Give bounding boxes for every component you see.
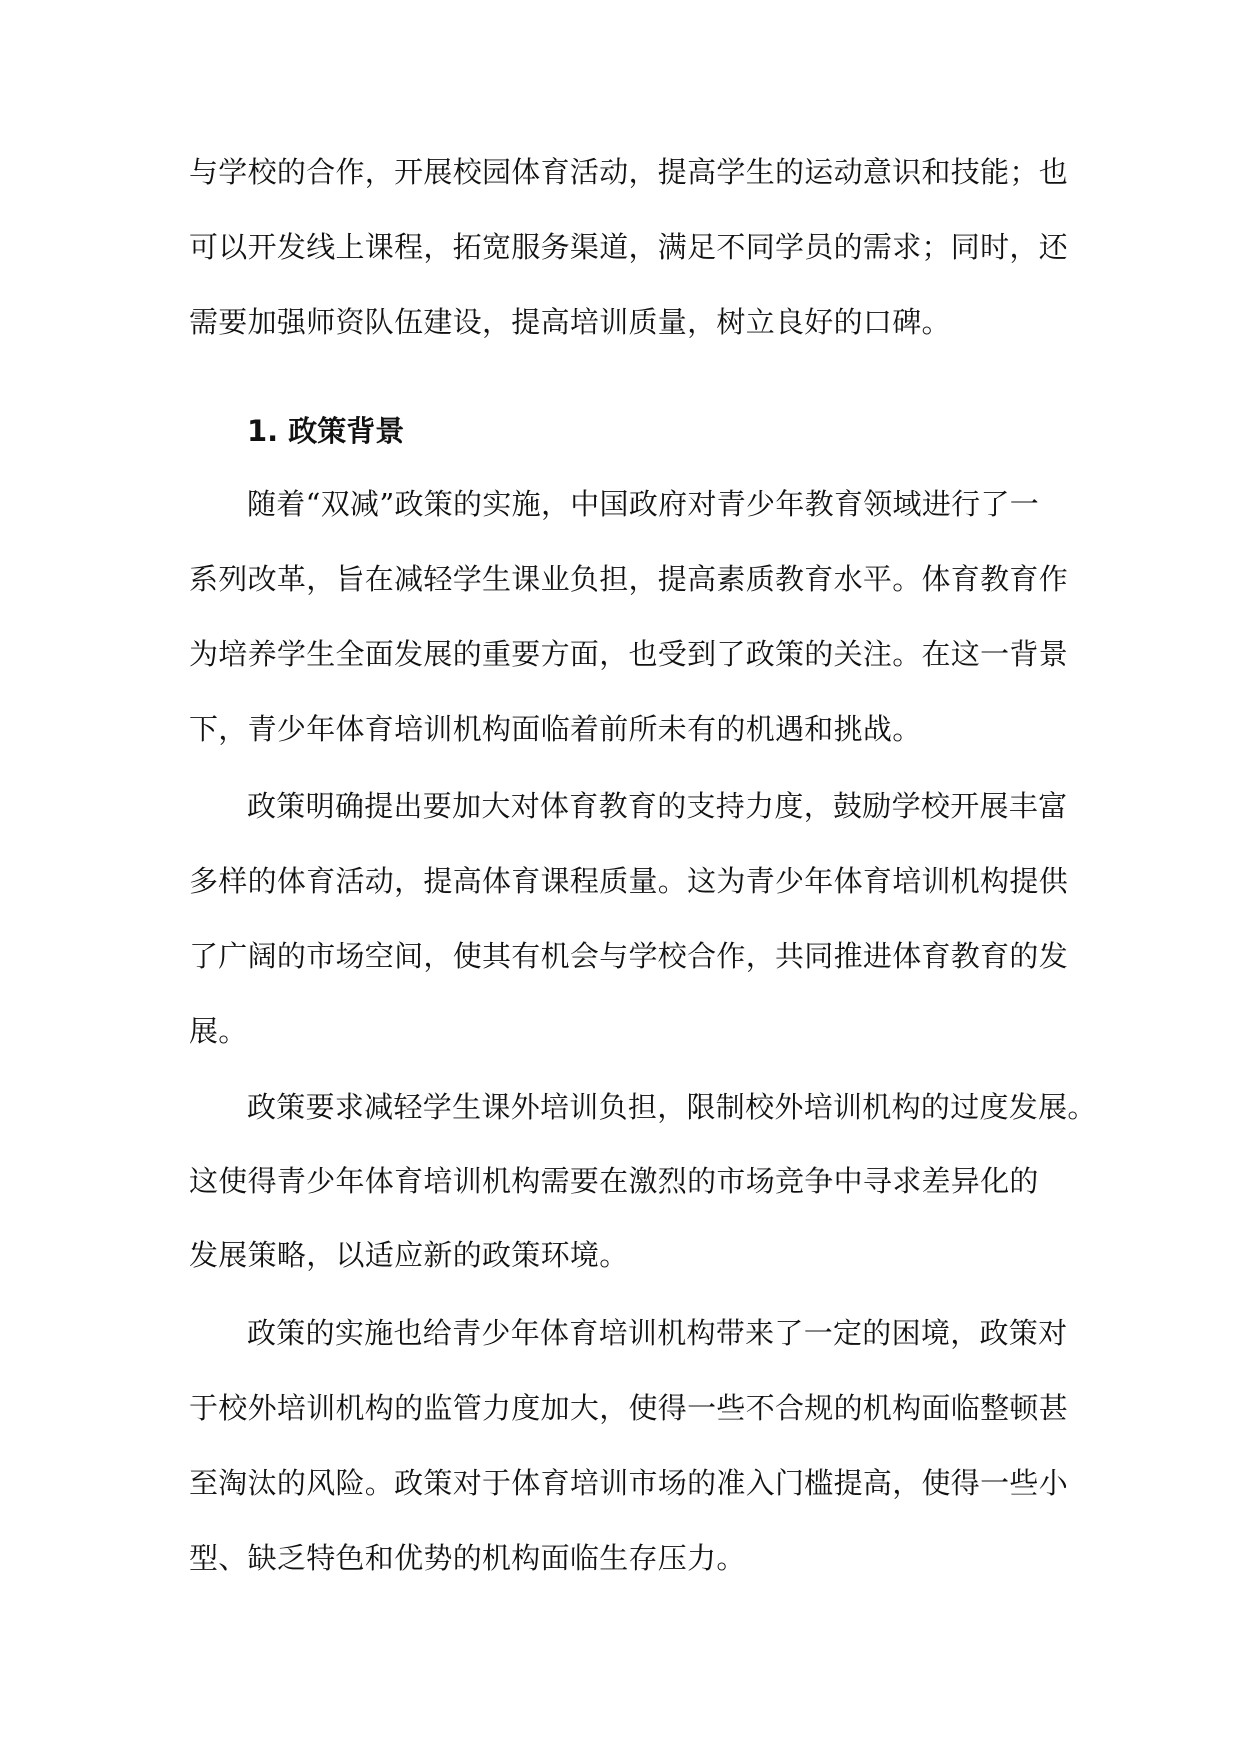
- paragraph-line: 与学校的合作，开展校园体育活动，提高学生的运动意识和技能；也: [189, 155, 1069, 189]
- paragraph-line: 展。: [189, 1014, 248, 1048]
- paragraph-line: 于校外培训机构的监管力度加大，使得一些不合规的机构面临整顿甚: [189, 1391, 1069, 1425]
- paragraph-line: 可以开发线上课程，拓宽服务渠道，满足不同学员的需求；同时，还: [189, 230, 1069, 264]
- section-heading: 1. 政策背景: [247, 414, 405, 448]
- paragraph-line: 多样的体育活动，提高体育课程质量。这为青少年体育培训机构提供: [189, 864, 1069, 898]
- paragraph-line: 这使得青少年体育培训机构需要在激烈的市场竞争中寻求差异化的: [189, 1164, 1039, 1198]
- paragraph-line: 政策的实施也给青少年体育培训机构带来了一定的困境，政策对: [247, 1316, 1068, 1350]
- paragraph-line: 了广阔的市场空间，使其有机会与学校合作，共同推进体育教育的发: [189, 939, 1069, 973]
- paragraph-line: 政策明确提出要加大对体育教育的支持力度，鼓励学校开展丰富: [247, 789, 1068, 823]
- paragraph-line: 至淘汰的风险。政策对于体育培训市场的准入门槛提高，使得一些小: [189, 1466, 1069, 1500]
- paragraph-line: 随着“双减”政策的实施，中国政府对青少年教育领域进行了一: [247, 487, 1040, 521]
- paragraph-line: 发展策略，以适应新的政策环境。: [189, 1238, 629, 1272]
- paragraph-line: 政策要求减轻学生课外培训负担，限制校外培训机构的过度发展。: [247, 1090, 1097, 1124]
- paragraph-line: 下，青少年体育培训机构面临着前所未有的机遇和挑战。: [189, 712, 922, 746]
- paragraph-line: 型、缺乏特色和优势的机构面临生存压力。: [189, 1541, 746, 1575]
- paragraph-line: 系列改革，旨在减轻学生课业负担，提高素质教育水平。体育教育作: [189, 562, 1069, 596]
- paragraph-line: 需要加强师资队伍建设，提高培训质量，树立良好的口碑。: [189, 305, 951, 339]
- paragraph-line: 为培养学生全面发展的重要方面，也受到了政策的关注。在这一背景: [189, 637, 1069, 671]
